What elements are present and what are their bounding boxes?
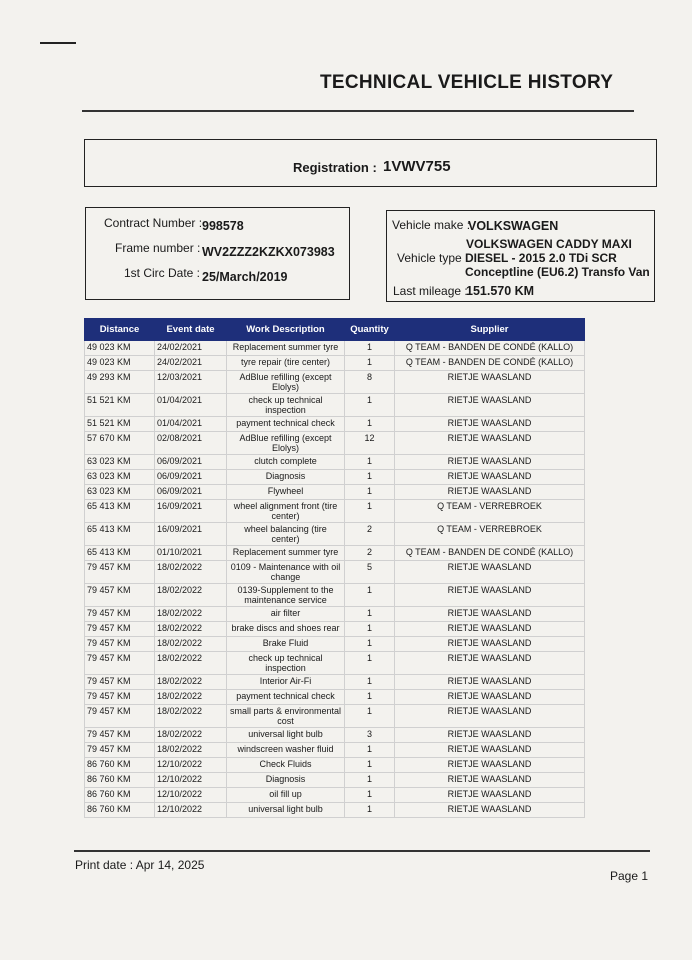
table-row xyxy=(85,341,585,356)
vehicle-make-value: VOLKSWAGEN xyxy=(468,219,559,233)
row-distance: 79 457 KM xyxy=(85,743,155,758)
row-event-date: 01/04/2021 xyxy=(155,417,227,432)
table-row xyxy=(85,652,585,675)
frame-number-value: WV2ZZZ2KZKX073983 xyxy=(202,245,335,259)
row-supplier: Q TEAM - BANDEN DE CONDÉ (KALLO) xyxy=(395,546,585,561)
table-row xyxy=(85,637,585,652)
row-work-description: wheel balancing (tire center) xyxy=(227,523,345,546)
row-distance: 65 413 KM xyxy=(85,523,155,546)
row-distance: 86 760 KM xyxy=(85,803,155,818)
row-work-description: 0109 - Maintenance with oil change xyxy=(227,561,345,584)
row-quantity: 1 xyxy=(345,356,395,371)
row-supplier: RIETJE WAASLAND xyxy=(395,607,585,622)
row-distance: 49 023 KM xyxy=(85,341,155,356)
row-distance: 79 457 KM xyxy=(85,622,155,637)
col-header-supplier: Supplier xyxy=(395,319,585,341)
table-row xyxy=(85,803,585,818)
table-row xyxy=(85,417,585,432)
row-work-description: check up technical inspection xyxy=(227,394,345,417)
row-event-date: 06/09/2021 xyxy=(155,455,227,470)
col-header-work-description: Work Description xyxy=(227,319,345,341)
row-distance: 79 457 KM xyxy=(85,561,155,584)
row-work-description: brake discs and shoes rear xyxy=(227,622,345,637)
row-event-date: 16/09/2021 xyxy=(155,500,227,523)
row-quantity: 5 xyxy=(345,561,395,584)
row-quantity: 1 xyxy=(345,500,395,523)
row-event-date: 24/02/2021 xyxy=(155,356,227,371)
row-quantity: 2 xyxy=(345,523,395,546)
row-distance: 63 023 KM xyxy=(85,485,155,500)
row-distance: 79 457 KM xyxy=(85,728,155,743)
last-mileage-label: Last mileage : xyxy=(393,284,468,298)
row-distance: 65 413 KM xyxy=(85,546,155,561)
table-row xyxy=(85,500,585,523)
row-quantity: 1 xyxy=(345,637,395,652)
row-supplier: RIETJE WAASLAND xyxy=(395,773,585,788)
contract-number-label: Contract Number : xyxy=(104,216,203,230)
table-row xyxy=(85,622,585,637)
row-work-description: universal light bulb xyxy=(227,728,345,743)
table-row xyxy=(85,773,585,788)
row-quantity: 1 xyxy=(345,394,395,417)
row-supplier: RIETJE WAASLAND xyxy=(395,743,585,758)
row-event-date: 18/02/2022 xyxy=(155,705,227,728)
row-work-description: Diagnosis xyxy=(227,773,345,788)
row-supplier: Q TEAM - BANDEN DE CONDÉ (KALLO) xyxy=(395,341,585,356)
row-distance: 65 413 KM xyxy=(85,500,155,523)
row-distance: 49 293 KM xyxy=(85,371,155,394)
row-distance: 79 457 KM xyxy=(85,705,155,728)
row-work-description: small parts & environmental cost xyxy=(227,705,345,728)
row-supplier: RIETJE WAASLAND xyxy=(395,652,585,675)
row-work-description: Flywheel xyxy=(227,485,345,500)
first-circ-date-label: 1st Circ Date : xyxy=(124,266,201,280)
row-distance: 51 521 KM xyxy=(85,394,155,417)
title-divider xyxy=(82,110,634,112)
last-mileage-value: 151.570 KM xyxy=(466,284,535,298)
row-event-date: 01/04/2021 xyxy=(155,394,227,417)
table-row xyxy=(85,690,585,705)
row-work-description: Replacement summer tyre xyxy=(227,546,345,561)
row-distance: 79 457 KM xyxy=(85,690,155,705)
row-quantity: 2 xyxy=(345,546,395,561)
row-work-description: Brake Fluid xyxy=(227,637,345,652)
table-row xyxy=(85,705,585,728)
contract-number-value: 998578 xyxy=(202,219,244,233)
row-work-description: wheel alignment front (tire center) xyxy=(227,500,345,523)
row-quantity: 3 xyxy=(345,728,395,743)
frame-number-label: Frame number : xyxy=(115,241,201,255)
row-supplier: RIETJE WAASLAND xyxy=(395,728,585,743)
row-distance: 57 670 KM xyxy=(85,432,155,455)
row-supplier: RIETJE WAASLAND xyxy=(395,675,585,690)
vehicle-type-line-3: Conceptline (EU6.2) Transfo Van xyxy=(465,265,650,279)
row-quantity: 1 xyxy=(345,690,395,705)
row-work-description: Interior Air-Fi xyxy=(227,675,345,690)
row-event-date: 18/02/2022 xyxy=(155,607,227,622)
row-supplier: RIETJE WAASLAND xyxy=(395,485,585,500)
table-body xyxy=(85,341,585,818)
row-event-date: 18/02/2022 xyxy=(155,743,227,758)
row-event-date: 18/02/2022 xyxy=(155,622,227,637)
table-row xyxy=(85,371,585,394)
table-row xyxy=(85,485,585,500)
registration-label: Registration : xyxy=(293,160,377,175)
row-supplier: RIETJE WAASLAND xyxy=(395,803,585,818)
row-distance: 79 457 KM xyxy=(85,675,155,690)
row-supplier: RIETJE WAASLAND xyxy=(395,432,585,455)
row-supplier: RIETJE WAASLAND xyxy=(395,690,585,705)
row-quantity: 1 xyxy=(345,652,395,675)
row-work-description: check up technical inspection xyxy=(227,652,345,675)
table-row xyxy=(85,584,585,607)
page-title: TECHNICAL VEHICLE HISTORY xyxy=(320,72,614,93)
row-work-description: AdBlue refilling (except Elolys) xyxy=(227,371,345,394)
row-distance: 79 457 KM xyxy=(85,652,155,675)
row-event-date: 18/02/2022 xyxy=(155,561,227,584)
first-circ-date-value: 25/March/2019 xyxy=(202,270,288,284)
row-work-description: Diagnosis xyxy=(227,470,345,485)
vehicle-history-table xyxy=(84,318,585,818)
table-row xyxy=(85,470,585,485)
row-supplier: RIETJE WAASLAND xyxy=(395,561,585,584)
row-distance: 51 521 KM xyxy=(85,417,155,432)
row-event-date: 16/09/2021 xyxy=(155,523,227,546)
row-distance: 79 457 KM xyxy=(85,607,155,622)
row-work-description: windscreen washer fluid xyxy=(227,743,345,758)
row-quantity: 1 xyxy=(345,788,395,803)
row-event-date: 12/10/2022 xyxy=(155,788,227,803)
table-row xyxy=(85,523,585,546)
table-row xyxy=(85,432,585,455)
row-event-date: 01/10/2021 xyxy=(155,546,227,561)
row-quantity: 1 xyxy=(345,455,395,470)
row-distance: 79 457 KM xyxy=(85,584,155,607)
row-event-date: 18/02/2022 xyxy=(155,637,227,652)
row-work-description: clutch complete xyxy=(227,455,345,470)
row-quantity: 1 xyxy=(345,705,395,728)
row-supplier: RIETJE WAASLAND xyxy=(395,455,585,470)
row-supplier: RIETJE WAASLAND xyxy=(395,371,585,394)
row-quantity: 1 xyxy=(345,773,395,788)
row-quantity: 12 xyxy=(345,432,395,455)
row-supplier: RIETJE WAASLAND xyxy=(395,470,585,485)
header-dash xyxy=(40,42,76,44)
row-event-date: 02/08/2021 xyxy=(155,432,227,455)
table-row xyxy=(85,675,585,690)
row-event-date: 18/02/2022 xyxy=(155,652,227,675)
table-row xyxy=(85,743,585,758)
row-quantity: 1 xyxy=(345,622,395,637)
row-quantity: 1 xyxy=(345,485,395,500)
row-quantity: 1 xyxy=(345,607,395,622)
row-work-description: oil fill up xyxy=(227,788,345,803)
row-quantity: 1 xyxy=(345,743,395,758)
row-distance: 86 760 KM xyxy=(85,788,155,803)
row-event-date: 12/10/2022 xyxy=(155,803,227,818)
vehicle-type-line-1: VOLKSWAGEN CADDY MAXI xyxy=(466,237,632,251)
row-work-description: Replacement summer tyre xyxy=(227,341,345,356)
row-event-date: 06/09/2021 xyxy=(155,485,227,500)
row-event-date: 18/02/2022 xyxy=(155,728,227,743)
row-supplier: RIETJE WAASLAND xyxy=(395,622,585,637)
row-event-date: 06/09/2021 xyxy=(155,470,227,485)
row-quantity: 1 xyxy=(345,803,395,818)
table-row xyxy=(85,546,585,561)
row-quantity: 1 xyxy=(345,470,395,485)
table-row xyxy=(85,394,585,417)
row-distance: 63 023 KM xyxy=(85,470,155,485)
row-supplier: Q TEAM - VERREBROEK xyxy=(395,500,585,523)
col-header-event-date: Event date xyxy=(155,319,227,341)
row-supplier: RIETJE WAASLAND xyxy=(395,394,585,417)
row-quantity: 1 xyxy=(345,341,395,356)
row-supplier: RIETJE WAASLAND xyxy=(395,584,585,607)
row-event-date: 18/02/2022 xyxy=(155,584,227,607)
row-work-description: Check Fluids xyxy=(227,758,345,773)
row-supplier: RIETJE WAASLAND xyxy=(395,637,585,652)
table-row xyxy=(85,788,585,803)
table-row xyxy=(85,728,585,743)
table-row xyxy=(85,607,585,622)
row-event-date: 12/10/2022 xyxy=(155,758,227,773)
row-distance: 49 023 KM xyxy=(85,356,155,371)
table-row xyxy=(85,561,585,584)
row-quantity: 1 xyxy=(345,675,395,690)
row-work-description: universal light bulb xyxy=(227,803,345,818)
row-supplier: Q TEAM - VERREBROEK xyxy=(395,523,585,546)
row-supplier: Q TEAM - BANDEN DE CONDÉ (KALLO) xyxy=(395,356,585,371)
row-event-date: 12/03/2021 xyxy=(155,371,227,394)
row-quantity: 1 xyxy=(345,584,395,607)
row-distance: 63 023 KM xyxy=(85,455,155,470)
row-supplier: RIETJE WAASLAND xyxy=(395,417,585,432)
row-quantity: 1 xyxy=(345,417,395,432)
footer-divider xyxy=(74,850,650,852)
row-event-date: 12/10/2022 xyxy=(155,773,227,788)
row-event-date: 18/02/2022 xyxy=(155,690,227,705)
row-quantity: 8 xyxy=(345,371,395,394)
row-event-date: 24/02/2021 xyxy=(155,341,227,356)
row-event-date: 18/02/2022 xyxy=(155,675,227,690)
row-work-description: payment technical check xyxy=(227,417,345,432)
table-row xyxy=(85,758,585,773)
print-date: Print date : Apr 14, 2025 xyxy=(75,858,205,872)
row-supplier: RIETJE WAASLAND xyxy=(395,758,585,773)
row-work-description: payment technical check xyxy=(227,690,345,705)
vehicle-make-label: Vehicle make : xyxy=(392,218,471,232)
row-work-description: tyre repair (tire center) xyxy=(227,356,345,371)
row-distance: 86 760 KM xyxy=(85,758,155,773)
table-header-row xyxy=(85,319,585,341)
vehicle-type-label: Vehicle type : xyxy=(397,251,469,265)
col-header-distance: Distance xyxy=(85,319,155,341)
row-work-description: AdBlue refilling (except Elolys) xyxy=(227,432,345,455)
vehicle-type-value xyxy=(465,237,650,279)
row-work-description: air filter xyxy=(227,607,345,622)
registration-value: 1VWV755 xyxy=(383,158,451,175)
row-supplier: RIETJE WAASLAND xyxy=(395,788,585,803)
vehicle-type-line-2: DIESEL - 2015 2.0 TDi SCR xyxy=(465,251,617,265)
row-supplier: RIETJE WAASLAND xyxy=(395,705,585,728)
row-distance: 79 457 KM xyxy=(85,637,155,652)
col-header-quantity: Quantity xyxy=(345,319,395,341)
row-distance: 86 760 KM xyxy=(85,773,155,788)
table-row xyxy=(85,356,585,371)
table-row xyxy=(85,455,585,470)
row-work-description: 0139-Supplement to the maintenance service xyxy=(227,584,345,607)
row-quantity: 1 xyxy=(345,758,395,773)
page-number: Page 1 xyxy=(610,869,649,883)
